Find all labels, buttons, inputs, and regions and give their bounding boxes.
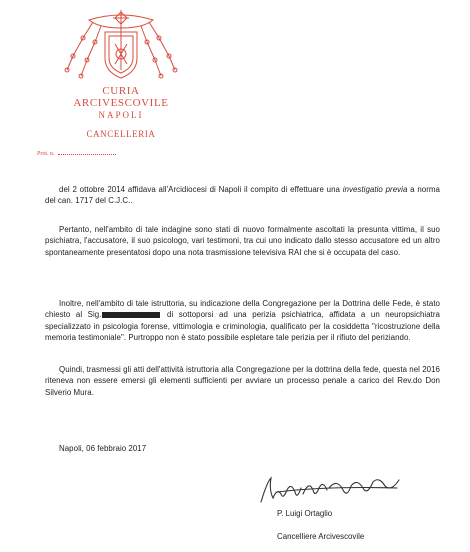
letterhead: [60, 8, 182, 139]
paragraph-4: [45, 364, 440, 398]
paragraph-1-text: del 2 ottobre 2014 affidava all'Arcidiocesi di Napoli il compito di effettuare una: [59, 185, 343, 194]
paragraph-2-text: Pertanto, nell'ambito di tale indagine sono stati di nuovo formalmente ascoltati la presunta vittima, il suo psichiatra, l'accusatore, il suo psicologo, vari testimoni, tra cui uno indicato dallo stesso accusatore ed un altro spontaneamente presentatosi dopo una nota trasmissione televisiva RAI che si è occupata del caso.: [45, 225, 440, 257]
paragraph-3-text: Inoltre, nell'ambito di tale istruttoria, su indicazione della Congregazione per la Dottrina delle Fede, è stato chiesto al Sig.: [45, 299, 440, 320]
curia-title: CURIA ARCIVESCOVILE: [73, 85, 169, 109]
date-text: Napoli, 06 febbraio 2017: [59, 444, 147, 453]
paragraph-4-text: Quindi, trasmessi gli atti dell'attività istruttoria alla Congregazione per la dottrina della fede, questa nel 2016 riteneva non essere emersi gli elementi sufficienti per avviare un processo penale a carico del Rev.do Don Silverio Mura.: [45, 365, 440, 397]
redacted-name-bar: [102, 312, 160, 318]
paragraph-1-text-end: a norma del can. 1717 del C.J.C..: [45, 185, 440, 206]
date-line: [45, 443, 440, 454]
protocol-blank-line: [58, 154, 116, 155]
protocol-label: Prot. n.: [37, 151, 55, 157]
city-name: NAPOLI: [98, 110, 144, 121]
handwritten-signature-icon: [257, 472, 407, 508]
department-name: CANCELLERIA: [86, 128, 156, 139]
paragraph-3: [45, 298, 440, 344]
paragraph-2: [45, 224, 440, 258]
protocol-number-field: [37, 151, 116, 157]
investigatio-previa-emphasis: investigatio previa: [342, 185, 408, 194]
signer-name: P. Luigi Ortaglio: [277, 509, 333, 518]
signer-role: Cancelliere Arcivescovile: [277, 532, 365, 541]
paragraph-3-text-end: di sottoporsi ad una perizia psichiatrica, affidata a un neuropsichiatra specializzato in psicologia forense, vittimologia e criminologia, qualificato per la cosiddetta "ricostruzione della memoria testimoniale". Purtroppo non è stato possibile espletare tale perizia per il rifiuto del periziando.: [45, 310, 440, 343]
archdiocese-coat-of-arms-icon: [61, 8, 181, 84]
paragraph-1: [45, 184, 440, 207]
